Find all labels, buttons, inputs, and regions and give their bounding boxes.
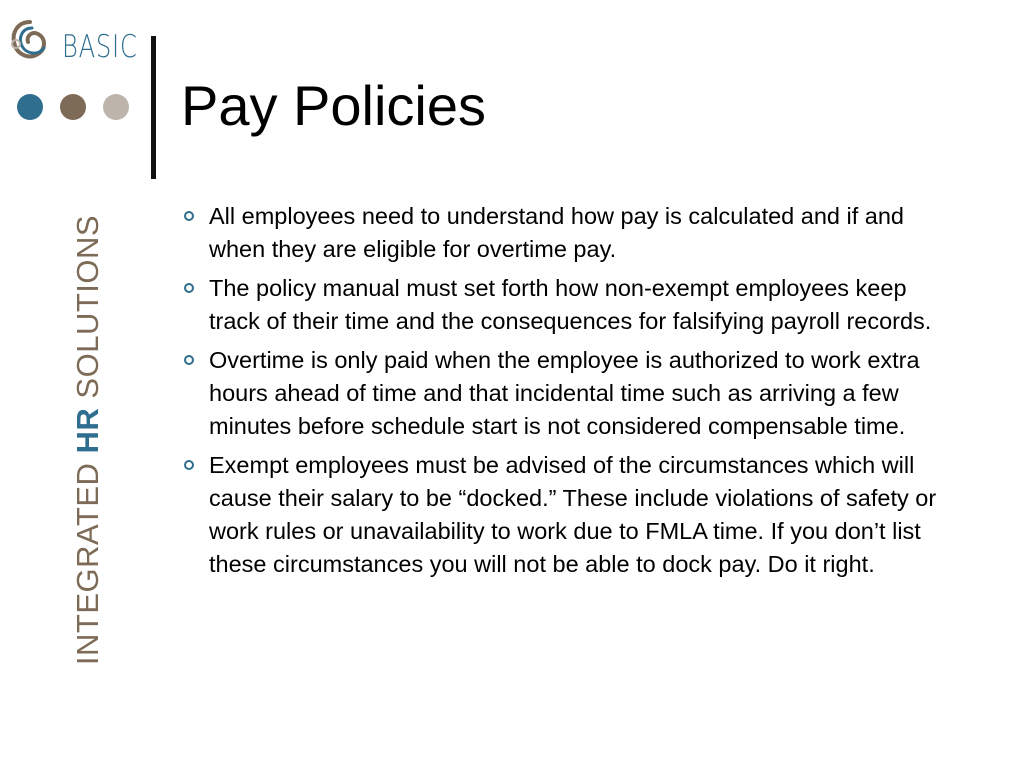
tagline-prefix: INTEGRATED xyxy=(70,453,105,666)
decorative-dots xyxy=(17,94,129,120)
bullet-text: Exempt employees must be advised of the circumstances which will cause their salary to be “docked.” These include violations of safety or work rules or unavailability to work due to FMLA time. If you don’t list these circumstances you will not be able to dock pay. Do it right. xyxy=(209,452,937,577)
tagline-highlight: HR xyxy=(70,407,105,454)
gray-dot xyxy=(103,94,129,120)
bullet-text: The policy manual must set forth how non-exempt employees keep track of their time and the consequences for falsifying payroll records. xyxy=(209,275,932,334)
basic-logo xyxy=(8,14,138,74)
bullet-circle-icon xyxy=(181,344,209,377)
logo-text: BASIC xyxy=(62,29,138,65)
bullet-text: Overtime is only paid when the employee is authorized to work extra hours ahead of time and that incidental time such as arriving a few minutes before schedule start is not considered compensable time. xyxy=(209,347,920,439)
tagline-suffix: SOLUTIONS xyxy=(70,214,105,408)
bullet-list xyxy=(181,200,951,587)
vertical-divider xyxy=(151,36,156,179)
bullet-text: All employees need to understand how pay is calculated and if and when they are eligible for overtime pay. xyxy=(209,203,905,262)
page-title: Pay Policies xyxy=(181,74,487,137)
swirl-logo-icon xyxy=(8,14,60,74)
bullet-item xyxy=(181,200,951,266)
bullet-item xyxy=(181,272,951,338)
brown-dot xyxy=(60,94,86,120)
bullet-item xyxy=(181,449,951,581)
blue-dot xyxy=(17,94,43,120)
bullet-circle-icon xyxy=(181,272,209,305)
bullet-circle-icon xyxy=(181,449,209,482)
bullet-circle-icon xyxy=(181,200,209,233)
side-tagline xyxy=(70,215,106,665)
bullet-item xyxy=(181,344,951,443)
